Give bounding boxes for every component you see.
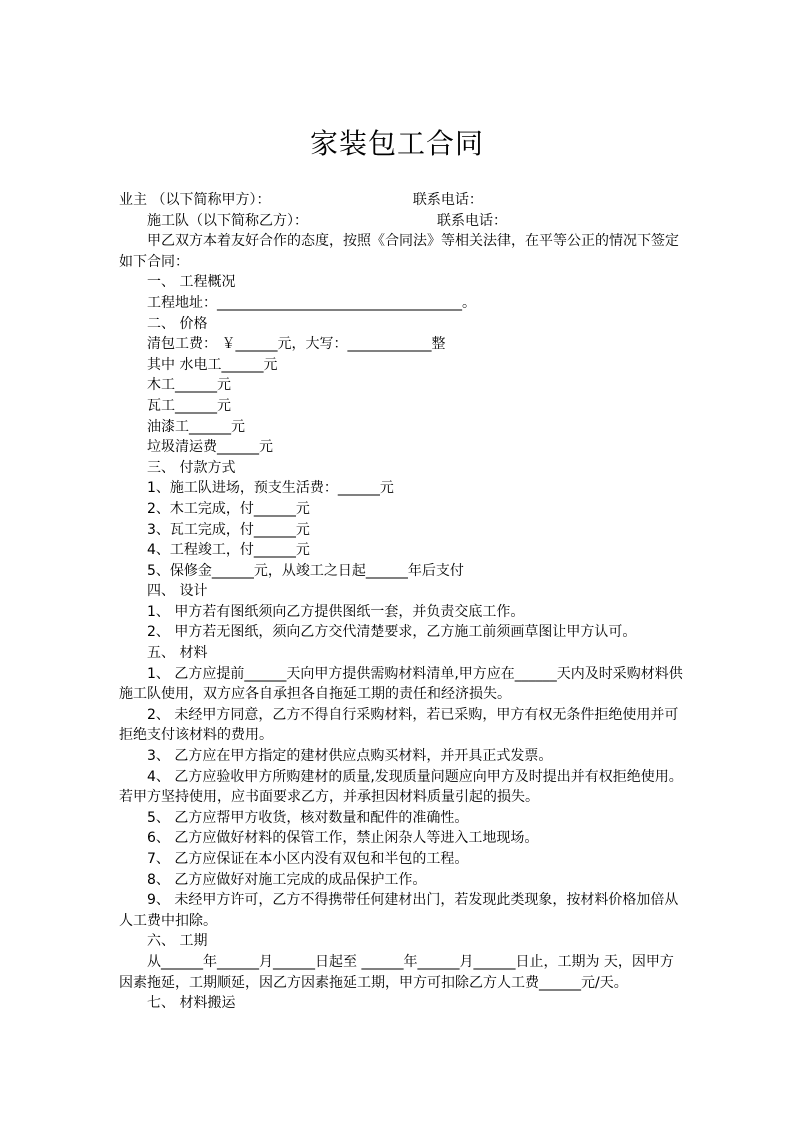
contract-line: 油漆工______元 (147, 418, 245, 435)
contract-line: 五、 材料 (147, 645, 208, 662)
contract-line: 4、 乙方应验收甲方所购建材的质量,发现质量问题应向甲方及时提出并有权拒绝使用。若甲方坚持使用，应书面要求乙方，并承担因材料质量引起的损失。 (119, 768, 683, 806)
contract-line: 3、瓦工完成，付______元 (147, 521, 310, 538)
contract-line: 从______年______月______日起至 ______年______月______日止，工期为 天，因甲方因素拖延，工期顺延，因乙方因素拖延工期，甲方可扣除乙方人工费______元/天。 (119, 953, 674, 991)
contract-line: 清包工费： ￥______元，大写：____________整 (147, 336, 446, 353)
contract-line: 6、 乙方应做好材料的保管工作，禁止闲杂人等进入工地现场。 (147, 830, 539, 847)
contract-line: 施工队（以下简称乙方）： 联系电话： (147, 212, 508, 229)
contract-line: 8、 乙方应做好对施工完成的成品保护工作。 (147, 871, 427, 888)
contract-body (119, 190, 684, 1014)
contract-line: 七、 材料搬运 (147, 995, 236, 1012)
contract-line: 四、 设计 (147, 583, 208, 600)
contract-line: 1、施工队进场，预支生活费：______元 (147, 480, 394, 497)
contract-line: 1、 甲方若有图纸须向乙方提供图纸一套，并负责交底工作。 (147, 603, 525, 620)
contract-line: 3、 乙方应在甲方指定的建材供应点购买材料，并开具正式发票。 (147, 748, 553, 765)
contract-line: 2、 未经甲方同意，乙方不得自行采购材料，若已采购，甲方有权无条件拒绝使用并可拒绝支付该材料的费用。 (119, 706, 679, 744)
document-title: 家装包工合同 (309, 127, 484, 160)
contract-line: 木工______元 (147, 377, 231, 394)
contract-line: 4、工程竣工，付______元 (147, 542, 310, 559)
contract-line: 三、 付款方式 (147, 459, 236, 476)
contract-line: 六、 工期 (147, 933, 208, 950)
contract-line: 一、 工程概况 (147, 274, 236, 291)
contract-line: 瓦工______元 (147, 397, 231, 414)
contract-line: 7、 乙方应保证在本小区内没有双包和半包的工程。 (147, 851, 469, 867)
contract-line: 业主 （以下简称甲方）： 联系电话： (119, 192, 483, 208)
contract-line: 工程地址：___________________________________。 (147, 294, 476, 311)
contract-line: 5、 乙方应帮甲方收货，核对数量和配件的准确性。 (147, 809, 469, 826)
contract-line: 9、 未经甲方许可，乙方不得携带任何建材出门，若发现此类现象，按材料价格加倍从人工费中扣除。 (119, 892, 679, 929)
contract-line: 甲乙双方本着友好合作的态度，按照《合同法》等相关法律，在平等公正的情况下签定如下合同： (119, 233, 679, 270)
contract-line: 二、 价格 (147, 315, 208, 332)
contract-line: 其中 水电工______元 (147, 356, 278, 373)
contract-line: 5、保修金______元，从竣工之日起______年后支付 (147, 562, 464, 579)
contract-line: 2、木工完成，付______元 (147, 500, 310, 517)
contract-line: 2、 甲方若无图纸，须向乙方交代清楚要求，乙方施工前须画草图让甲方认可。 (147, 624, 637, 641)
contract-line: 1、 乙方应提前______天向甲方提供需购材料清单,甲方应在______天内及时采购材料供施工队使用，双方应各自承担各自拖延工期的责任和经济损失。 (119, 665, 683, 703)
contract-line: 垃圾清运费______元 (147, 439, 273, 456)
